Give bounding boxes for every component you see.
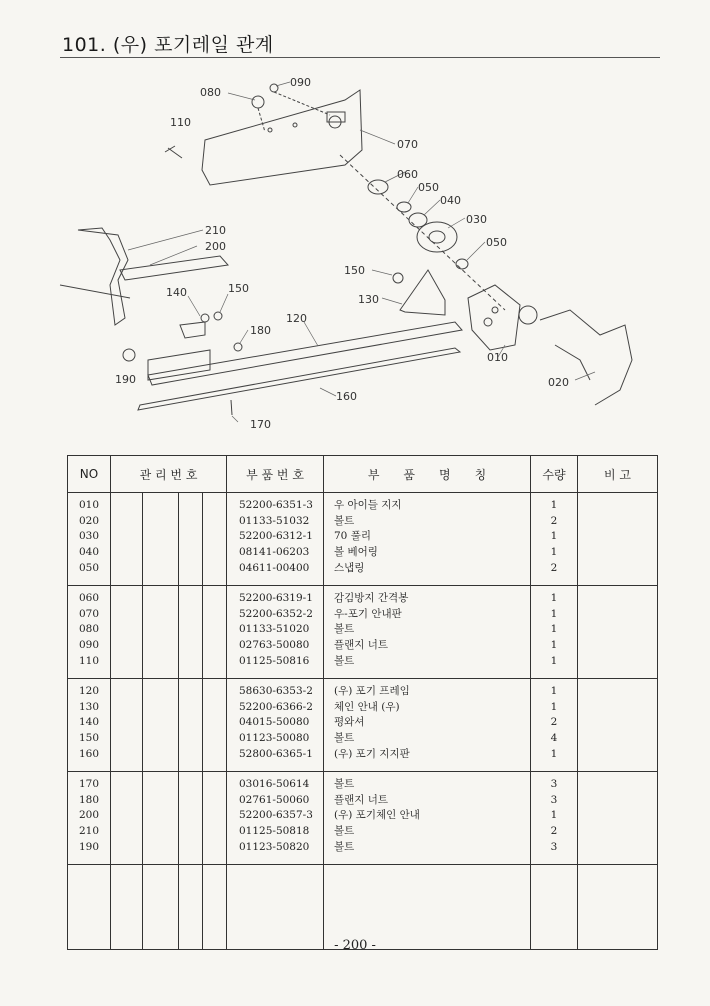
quantity-cell-entry: 1 [550,499,558,511]
management-number-cell [179,679,203,772]
quantity-cell-entry: 3 [550,793,558,806]
callout-110: 110 [170,116,191,129]
quantity-cell-entry: 1 [550,809,558,822]
part-name-cell-entry: 플랜지 너트 [334,793,389,806]
table-row-empty [68,865,658,950]
quantity-cell-entry: 1 [550,530,558,543]
part-name-cell-entry: 볼트 [334,825,355,838]
management-number-cell [203,493,227,586]
remarks-cell [578,586,658,679]
table-row-group [68,679,658,772]
part-number-cell-entry: 03016-50614 [239,778,310,790]
management-number-cell [111,493,143,586]
callout-210: 210 [205,224,226,237]
quantity-cell-entry: 4 [550,732,558,745]
part-no-cell-entry: 130 [78,700,100,713]
part-number-cell [227,679,324,772]
part-name-cell-entry: 70 풀리 [334,530,371,543]
quantity-cell [531,772,578,865]
management-number-cell [179,586,203,679]
bolt-110 [165,146,182,158]
chain-guide-130 [400,270,445,315]
management-number-cell [143,493,179,586]
quantity-cell-entry: 2 [550,514,558,527]
empty-cell [111,865,143,950]
part-number-cell-entry: 52800-6365-1 [239,747,313,760]
part-number-cell-entry: 01123-50080 [239,732,310,745]
bolt-190 [123,349,135,361]
part-no-cell [68,772,111,865]
callout-030: 030 [466,213,487,226]
part-no-cell-entry: 150 [78,732,100,745]
part-name-cell-entry: 우 아이들 지지 [334,499,402,511]
callout-020: 020 [548,376,569,389]
quantity-cell [531,679,578,772]
callout-200: 200 [205,240,226,253]
header-quantity: 수량 [531,456,578,493]
quantity-cell-entry: 1 [550,592,558,604]
bolt-080 [252,96,264,108]
part-name-cell-entry: 볼트 [334,732,355,745]
quantity-cell-entry: 1 [550,747,558,760]
part-no-cell-entry: 090 [78,639,100,652]
part-no-cell-entry: 200 [78,809,100,822]
chain-guide-200 [78,228,128,325]
callout-010: 010 [487,351,508,364]
part-no-cell-entry: 210 [78,825,100,838]
page-number: - 200 - [334,938,376,953]
quantity-cell-entry: 3 [550,778,558,790]
table-row-group [68,772,658,865]
idler-support-010 [468,285,520,350]
header-remarks: 비 고 [578,456,658,493]
table-row-group [68,586,658,679]
part-no-cell-entry: 040 [78,546,100,559]
callout-150-b: 150 [228,282,249,295]
part-name-cell-entry: 체인 안내 (우) [334,700,400,713]
part-name-cell [324,772,531,865]
part-no-cell [68,586,111,679]
header-management-number: 관 리 번 호 [111,456,227,493]
spacer-060 [368,180,388,194]
part-number-cell-entry: 52200-6352-2 [239,607,313,620]
part-name-cell-entry: 볼 베어링 [334,546,378,559]
part-number-cell-entry: 01125-50818 [239,825,310,838]
empty-cell [324,865,531,950]
part-name-cell-entry: 볼트 [334,514,355,527]
empty-cell [227,865,324,950]
part-no-cell-entry: 080 [78,623,100,636]
quantity-cell-entry: 2 [550,825,558,838]
remarks-cell [578,679,658,772]
guide-plate-070 [202,90,362,185]
part-number-cell [227,772,324,865]
management-number-cell [143,679,179,772]
callout-140: 140 [166,286,187,299]
part-name-cell-entry: (우) 포기 지지판 [334,747,410,760]
part-number-cell-entry: 52200-6366-2 [239,700,313,713]
empty-cell [578,865,658,950]
quantity-cell [531,586,578,679]
bolt-150 [393,273,403,283]
management-number-cell [203,772,227,865]
part-no-cell-entry: 060 [78,592,100,604]
quantity-cell-entry: 2 [550,561,558,574]
remarks-cell [578,772,658,865]
quantity-cell-entry: 1 [550,700,558,713]
management-number-cell [111,586,143,679]
callout-130: 130 [358,293,379,306]
part-no-cell-entry: 140 [78,716,100,729]
part-number-cell-entry: 52200-6357-3 [239,809,313,822]
callout-060: 060 [397,168,418,181]
part-no-cell [68,493,111,586]
part-number-cell-entry: 58630-6353-2 [239,685,313,697]
header-part-name: 부 품 명 칭 [324,456,531,493]
part-name-cell [324,586,531,679]
part-name-cell-entry: 볼트 [334,623,355,636]
quantity-cell [531,493,578,586]
callout-170: 170 [250,418,271,431]
part-no-cell-entry: 120 [78,685,100,697]
part-name-cell-entry: 플랜지 너트 [334,639,389,652]
part-number-cell-entry: 01133-51032 [239,514,310,527]
callout-160: 160 [336,390,357,403]
parts-table [67,455,658,950]
empty-cell [203,865,227,950]
callout-180: 180 [250,324,271,337]
management-number-cell [203,679,227,772]
part-no-cell-entry: 190 [78,840,100,853]
snap-ring-050 [397,202,411,212]
part-no-cell-entry: 050 [78,561,100,574]
part-name-cell-entry: 볼트 [334,840,355,853]
part-no-cell-entry: 030 [78,530,100,543]
management-number-cell [203,586,227,679]
management-number-cell [143,772,179,865]
part-number-cell [227,493,324,586]
part-name-cell-entry: 볼트 [334,654,355,667]
frame-020 [540,310,632,405]
part-no-cell-entry: 180 [78,793,100,806]
part-name-cell-entry: (우) 포기 프레임 [334,685,410,697]
callout-150: 150 [344,264,365,277]
quantity-cell-entry: 1 [550,623,558,636]
callout-090: 090 [290,76,311,89]
part-number-cell-entry: 52200-6351-3 [239,499,313,511]
part-name-cell-entry: 평와셔 [334,716,365,729]
table-header-row [68,456,658,493]
part-number-cell-entry: 04611-00400 [239,561,310,574]
parts-diagram [0,60,710,450]
part-number-cell [227,586,324,679]
title-divider [60,57,660,58]
part-number-cell-entry: 01133-51020 [239,623,310,636]
nut-090 [270,84,278,92]
callout-080: 080 [200,86,221,99]
part-no-cell-entry: 020 [78,514,100,527]
table-row-group [68,493,658,586]
part-name-cell [324,493,531,586]
part-name-cell-entry: (우) 포기체인 안내 [334,809,420,822]
management-number-cell [179,772,203,865]
management-number-cell [179,493,203,586]
callout-050-b: 050 [486,236,507,249]
quantity-cell-entry: 2 [550,716,558,729]
header-no: NO [68,456,111,493]
part-number-cell-entry: 08141-06203 [239,546,310,559]
part-no-cell [68,679,111,772]
part-no-cell-entry: 170 [78,778,100,790]
header-part-number: 부 품 번 호 [227,456,324,493]
quantity-cell-entry: 1 [550,685,558,697]
empty-cell [143,865,179,950]
part-no-cell-entry: 110 [78,654,100,667]
quantity-cell-entry: 1 [550,607,558,620]
part-number-cell-entry: 04015-50080 [239,716,310,729]
quantity-cell-entry: 1 [550,546,558,559]
snap-ring-050b [456,259,468,269]
callout-050: 050 [418,181,439,194]
empty-cell [531,865,578,950]
page-title: 101. (우) 포기레일 관계 [62,34,274,56]
part-name-cell-entry: 감김방지 간격봉 [334,592,409,604]
management-number-cell [111,679,143,772]
quantity-cell-entry: 1 [550,654,558,667]
management-number-cell [111,772,143,865]
quantity-cell-entry: 1 [550,639,558,652]
remarks-cell [578,493,658,586]
part-no-cell-entry: 070 [78,607,100,620]
part-number-cell-entry: 02763-50080 [239,639,310,652]
part-number-cell-entry: 52200-6312-1 [239,530,313,543]
callout-120: 120 [286,312,307,325]
empty-cell [179,865,203,950]
part-number-cell-entry: 01125-50816 [239,654,310,667]
part-no-cell-entry: 010 [78,499,100,511]
part-name-cell [324,679,531,772]
part-name-cell-entry: 우-포기 안내판 [334,607,402,620]
quantity-cell-entry: 3 [550,840,558,853]
part-name-cell-entry: 볼트 [334,778,355,790]
callout-070: 070 [397,138,418,151]
part-number-cell-entry: 52200-6319-1 [239,592,313,604]
callout-040: 040 [440,194,461,207]
part-number-cell-entry: 02761-50060 [239,793,310,806]
part-no-cell-entry: 160 [78,747,100,760]
empty-cell [68,865,111,950]
callout-190: 190 [115,373,136,386]
part-name-cell-entry: 스냅링 [334,561,365,574]
management-number-cell [143,586,179,679]
part-number-cell-entry: 01123-50820 [239,840,310,853]
